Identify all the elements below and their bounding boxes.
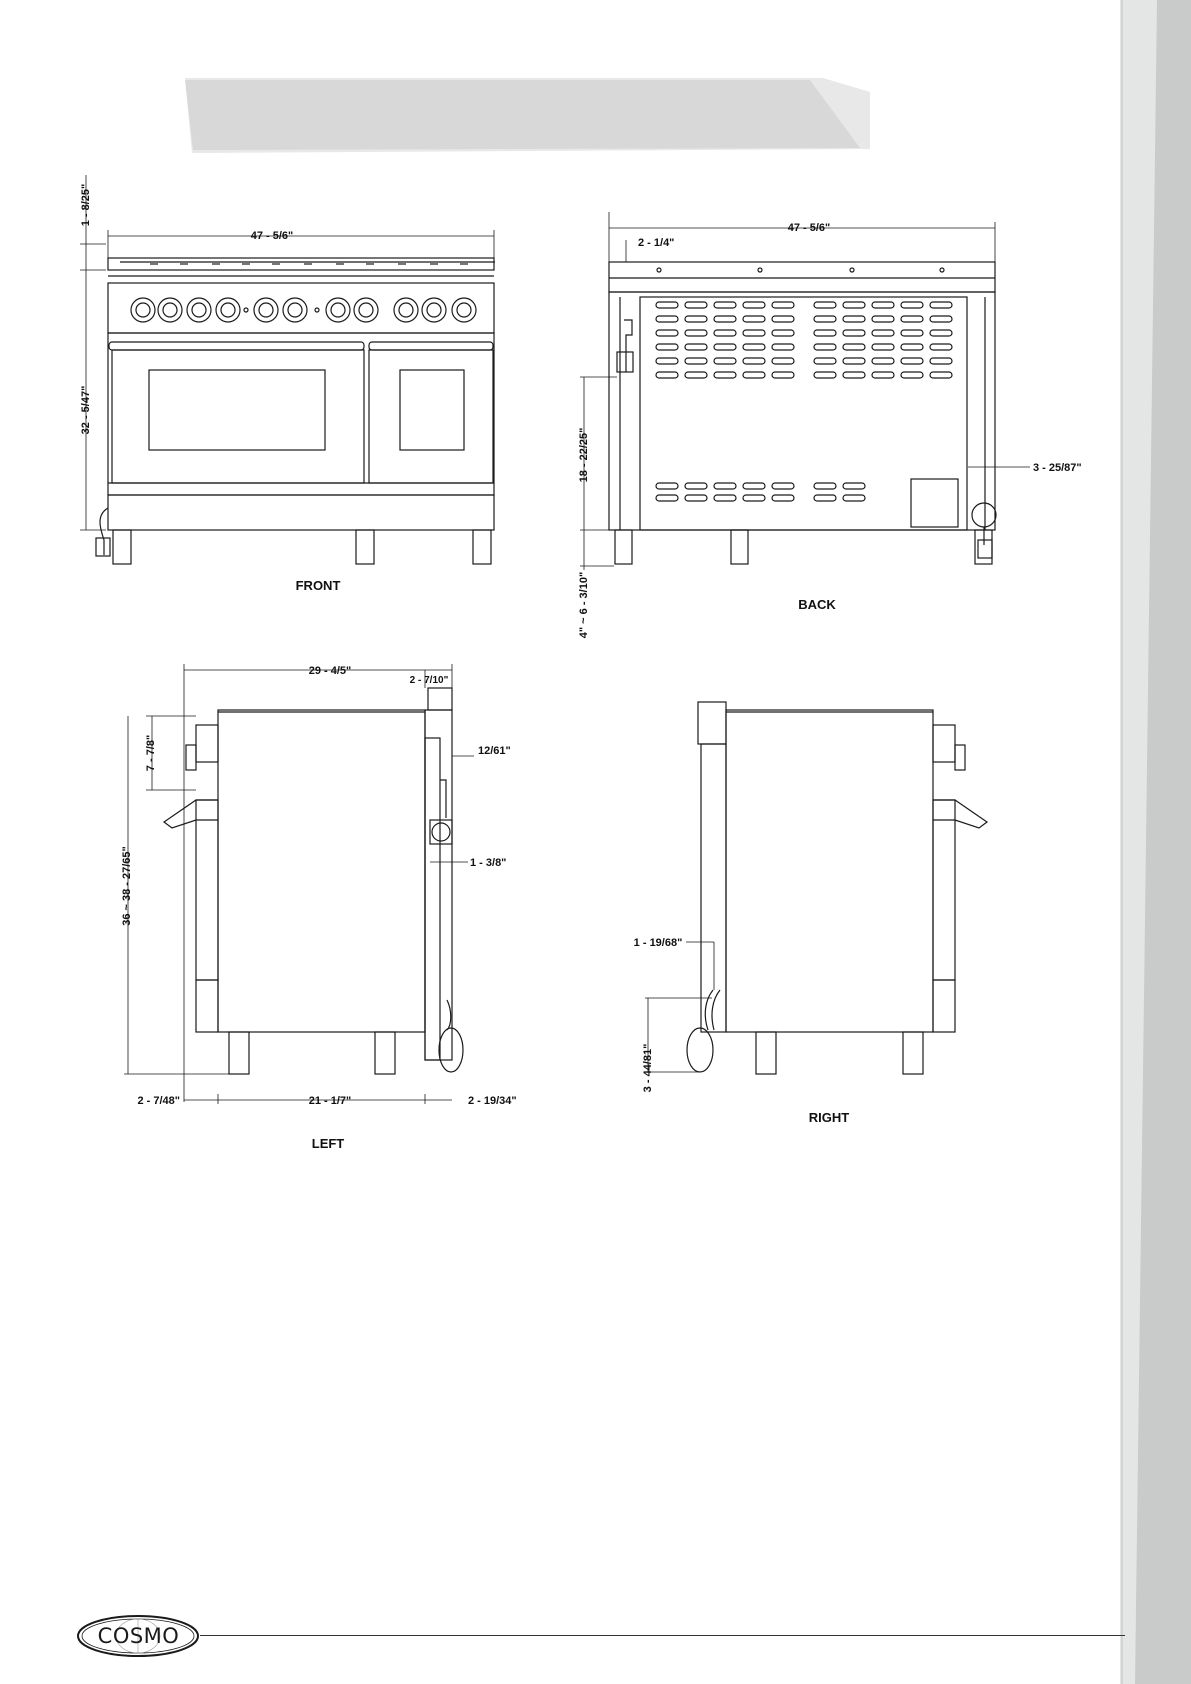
footer-divider — [200, 1635, 1125, 1636]
left-body-depth-dim: 21 - 1/7" — [308, 1095, 352, 1107]
left-total-height-dim: 36 ~ 38 - 27/65" — [121, 846, 133, 926]
front-view-label: FRONT — [295, 578, 341, 593]
front-width-dim: 47 - 5/6" — [250, 230, 294, 242]
left-front-offset-dim: 2 - 7/48" — [137, 1095, 180, 1107]
left-control-height-dim: 7 - 7/8" — [145, 734, 157, 772]
left-view-label: LEFT — [311, 1136, 345, 1151]
brand-logo-text: COSMO — [97, 1624, 180, 1648]
back-width-dim: 47 - 5/6" — [787, 222, 831, 234]
back-side-offset-dim: 3 - 25/87" — [1033, 462, 1082, 474]
back-view-label: BACK — [798, 597, 836, 612]
left-rear-offset-dim: 2 - 19/34" — [468, 1095, 517, 1107]
left-fitting-dim: 1 - 3/8" — [470, 857, 507, 869]
left-back-offset-dim: 2 - 7/10" — [409, 675, 449, 686]
footer — [76, 1614, 1051, 1658]
back-leg-height-dim: 4" ~ 6 - 3/10" — [578, 571, 590, 639]
front-top-offset-dim: 1 - 8/25" — [80, 183, 92, 227]
left-depth-dim: 29 - 4/5" — [308, 665, 352, 677]
back-view — [580, 212, 1030, 570]
right-cord-offset-dim: 1 - 19/68" — [633, 937, 683, 949]
vent-slot-group — [656, 302, 952, 501]
left-view — [124, 664, 474, 1104]
left-pipe-dim: 12/61" — [478, 745, 511, 757]
front-height-dim: 32 - 5/47" — [80, 385, 92, 435]
back-top-offset-dim: 2 - 1/4" — [638, 237, 675, 249]
knob-icon-group — [131, 298, 476, 322]
back-connection-height-dim: 18 - 22/25" — [578, 427, 590, 483]
right-view-label: RIGHT — [808, 1110, 850, 1125]
right-plug-height-dim: 3 - 44/81" — [642, 1043, 654, 1093]
right-view — [645, 702, 987, 1074]
